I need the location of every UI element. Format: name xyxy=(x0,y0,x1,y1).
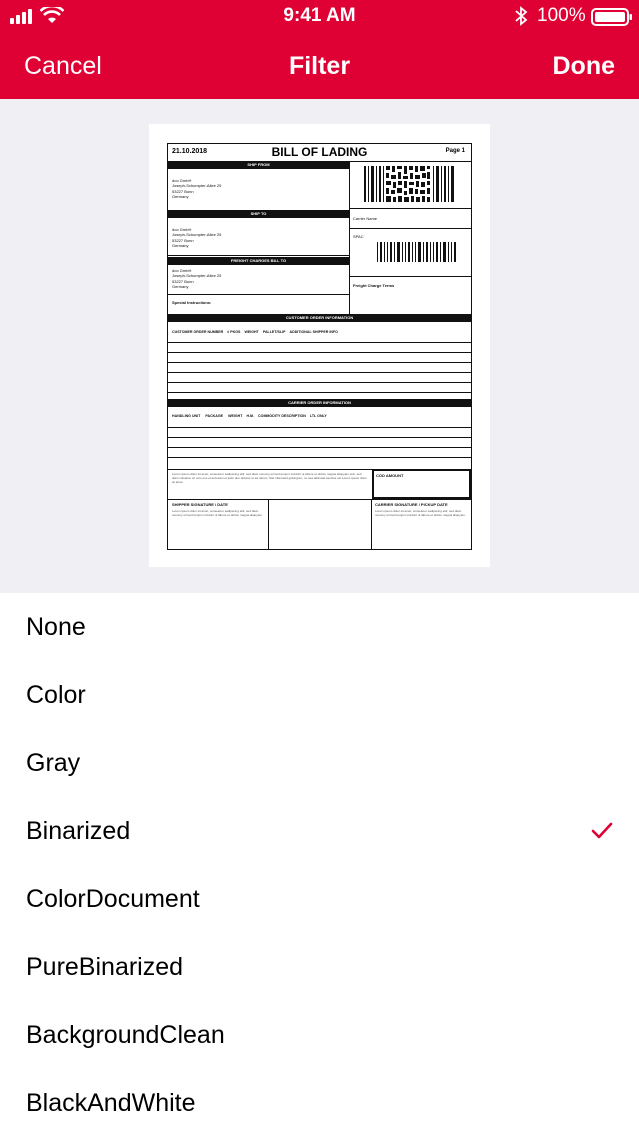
filter-option-label: None xyxy=(26,613,86,641)
filter-option-none[interactable] xyxy=(0,593,639,661)
doc-line xyxy=(168,427,471,428)
page-title: Filter xyxy=(288,52,351,80)
carrier-name-label: Carrier Name xyxy=(353,216,378,221)
doc-line xyxy=(168,352,471,353)
doc-line xyxy=(168,372,471,373)
doc-line xyxy=(168,255,349,256)
document-preview xyxy=(0,99,639,593)
filter-option-label: ColorDocument xyxy=(26,885,200,913)
doc-line xyxy=(168,294,349,295)
spac-barcode-image xyxy=(377,242,457,262)
battery-icon xyxy=(591,8,633,26)
spac-label: SPAC xyxy=(353,234,364,239)
freight-bill-to-address: doo GmbH Joseph-Schumpter-Allee 25 53227 Bonn Germany xyxy=(172,268,222,290)
doc-line xyxy=(168,499,471,500)
doc-title: BILL OF LADING xyxy=(271,145,368,159)
bluetooth-icon xyxy=(514,6,528,26)
doc-date: 21.10.2018 xyxy=(172,148,208,155)
ship-to-bar: SHIP TO xyxy=(168,210,349,218)
header xyxy=(0,0,639,99)
filter-option-label: Binarized xyxy=(26,817,131,845)
doc-line xyxy=(349,208,471,209)
ship-from-address: doo GmbH Joseph-Schumpter-Allee 25 53227 Bonn Germany xyxy=(172,178,222,200)
carrier-signature-text: Lorem ipsum dolor sit amet, consetetur sadipscing elitr, sed diam nonumy eirmod tempor invidunt ut labore et dolore magna aliquyam. xyxy=(375,509,466,517)
filter-option-backgroundclean[interactable] xyxy=(0,1001,639,1069)
shipper-signature-label: SHIPPER SIGNATURE / DATE xyxy=(172,502,228,507)
doc-line xyxy=(168,447,471,448)
filter-option-label: BackgroundClean xyxy=(26,1021,225,1049)
ship-to-address: doo GmbH Joseph-Schumpter-Allee 25 53227 Bonn Germany xyxy=(172,227,222,249)
carrier-signature-label: CARRIER SIGNATURE / PICKUP DATE xyxy=(375,502,448,507)
filter-option-binarized[interactable] xyxy=(0,797,639,865)
doc-line xyxy=(168,362,471,363)
checkmark-icon xyxy=(591,821,613,841)
cod-amount-box xyxy=(372,469,471,499)
doc-header xyxy=(168,144,471,162)
status-bar xyxy=(0,0,639,34)
doc-divider xyxy=(268,499,269,549)
filter-option-purebinarized[interactable] xyxy=(0,933,639,1001)
filter-option-blackandwhite[interactable] xyxy=(0,1069,639,1137)
customer-order-bar: CUSTOMER ORDER INFORMATION xyxy=(168,314,471,322)
done-button[interactable]: Done xyxy=(552,52,615,80)
doc-divider xyxy=(349,161,350,314)
status-time: 9:41 AM xyxy=(283,5,356,26)
ship-from-bar: SHIP FROM xyxy=(168,161,349,169)
doc-line xyxy=(349,276,471,277)
navigation-bar xyxy=(0,34,639,99)
cod-amount-label: COD AMOUNT xyxy=(376,473,404,478)
doc-line xyxy=(168,342,471,343)
terms-text: Lorem ipsum dolor sit amet, consetetur sadipscing elitr, sed diam nonumy eirmod tempor invidunt ut labore et dolore magna aliquyam erat, sed diam voluptua. At vero eos et accusam et justo duo dolores et ea rebum. Stet clita kasd gubergren, no sea takimata sanctus est Lorem ipsum dolor sit amet. xyxy=(172,472,367,484)
filter-option-label: PureBinarized xyxy=(26,953,184,981)
filter-option-color[interactable] xyxy=(0,661,639,729)
doc-line xyxy=(168,457,471,458)
filter-option-label: Gray xyxy=(26,749,81,777)
doc-line xyxy=(168,437,471,438)
carrier-order-bar: CARRIER ORDER INFORMATION xyxy=(168,399,471,407)
filter-option-colordocument[interactable] xyxy=(0,865,639,933)
freight-bill-to-bar: FREIGHT CHARGES BILL TO xyxy=(168,257,349,265)
customer-order-columns: CUSTOMER ORDER NUMBER # PKGS WEIGHT PALLET/SLIP ADDITIONAL SHIPPER INFO xyxy=(172,330,338,334)
document-page xyxy=(149,124,490,567)
doc-line xyxy=(349,228,471,229)
doc-line xyxy=(168,392,471,393)
cancel-button[interactable]: Cancel xyxy=(24,52,102,80)
battery-percentage: 100% xyxy=(537,5,586,26)
filter-list xyxy=(0,593,639,1137)
special-instructions-label: Special Instructions: xyxy=(172,300,212,305)
filter-option-gray[interactable] xyxy=(0,729,639,797)
shipper-signature-text: Lorem ipsum dolor sit amet, consetetur sadipscing elitr, sed diam nonumy eirmod tempor invidunt ut labore et dolore magna aliquyam. xyxy=(172,509,263,517)
filter-option-label: BlackAndWhite xyxy=(26,1089,196,1117)
doc-divider xyxy=(371,499,372,549)
bill-of-lading xyxy=(167,143,472,550)
doc-line xyxy=(168,382,471,383)
filter-option-label: Color xyxy=(26,681,86,709)
carrier-order-columns: HANDLING UNIT PACKAGE WEIGHT H.M. COMMODITY DESCRIPTION LTL ONLY xyxy=(172,414,327,418)
barcode-image xyxy=(364,166,456,202)
freight-terms-label: Freight Charge Terms xyxy=(353,283,395,288)
doc-page-number: Page 1 xyxy=(445,148,465,154)
